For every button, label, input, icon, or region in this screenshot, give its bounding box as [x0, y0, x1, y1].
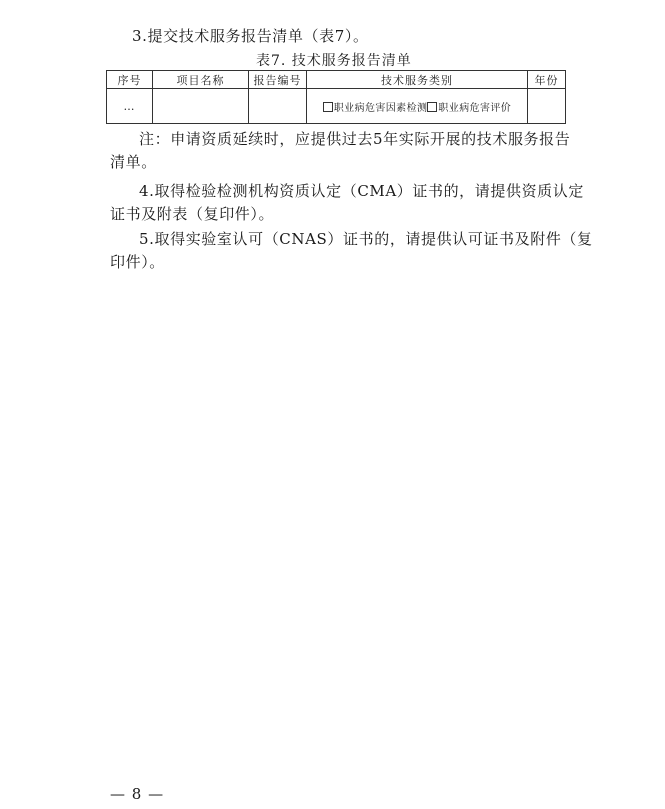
cell-service-type [307, 89, 528, 124]
option-factor-testing: 职业病危害因素检测 [333, 102, 428, 114]
paragraph-item-3: 3.提交技术服务报告清单（表7）。 [132, 27, 369, 45]
page-number: — 8 — [110, 785, 165, 803]
paragraph-item-4-line-1: 4.取得检验检测机构资质认定（CMA）证书的，请提供资质认定 [139, 182, 584, 200]
header-project-name: 项目名称 [153, 71, 249, 89]
paragraph-item-4-line-2: 证书及附表（复印件）。 [110, 205, 275, 223]
option-hazard-evaluation: 职业病危害评价 [438, 102, 512, 114]
table-header-row [107, 71, 566, 89]
paragraph-item-5-line-2: 印件）。 [110, 253, 165, 271]
report-list-table [106, 70, 566, 124]
header-seq: 序号 [107, 71, 153, 89]
checkbox-icon [323, 102, 333, 112]
header-service-type: 技术服务类别 [307, 71, 528, 89]
cell-project-name [153, 89, 249, 124]
cell-report-code [249, 89, 307, 124]
cell-year [528, 89, 566, 124]
note-line-2: 清单。 [110, 153, 157, 171]
header-report-code: 报告编号 [249, 71, 307, 89]
paragraph-item-5-line-1: 5.取得实验室认可（CNAS）证书的，请提供认可证书及附件（复 [139, 230, 593, 248]
header-year: 年份 [528, 71, 566, 89]
checkbox-icon [427, 102, 437, 112]
cell-seq: … [107, 89, 153, 124]
note-line-1: 注：申请资质延续时，应提供过去5年实际开展的技术服务报告 [139, 130, 571, 148]
table-caption: 表7. 技术服务报告清单 [256, 53, 412, 69]
table-row [107, 89, 566, 124]
